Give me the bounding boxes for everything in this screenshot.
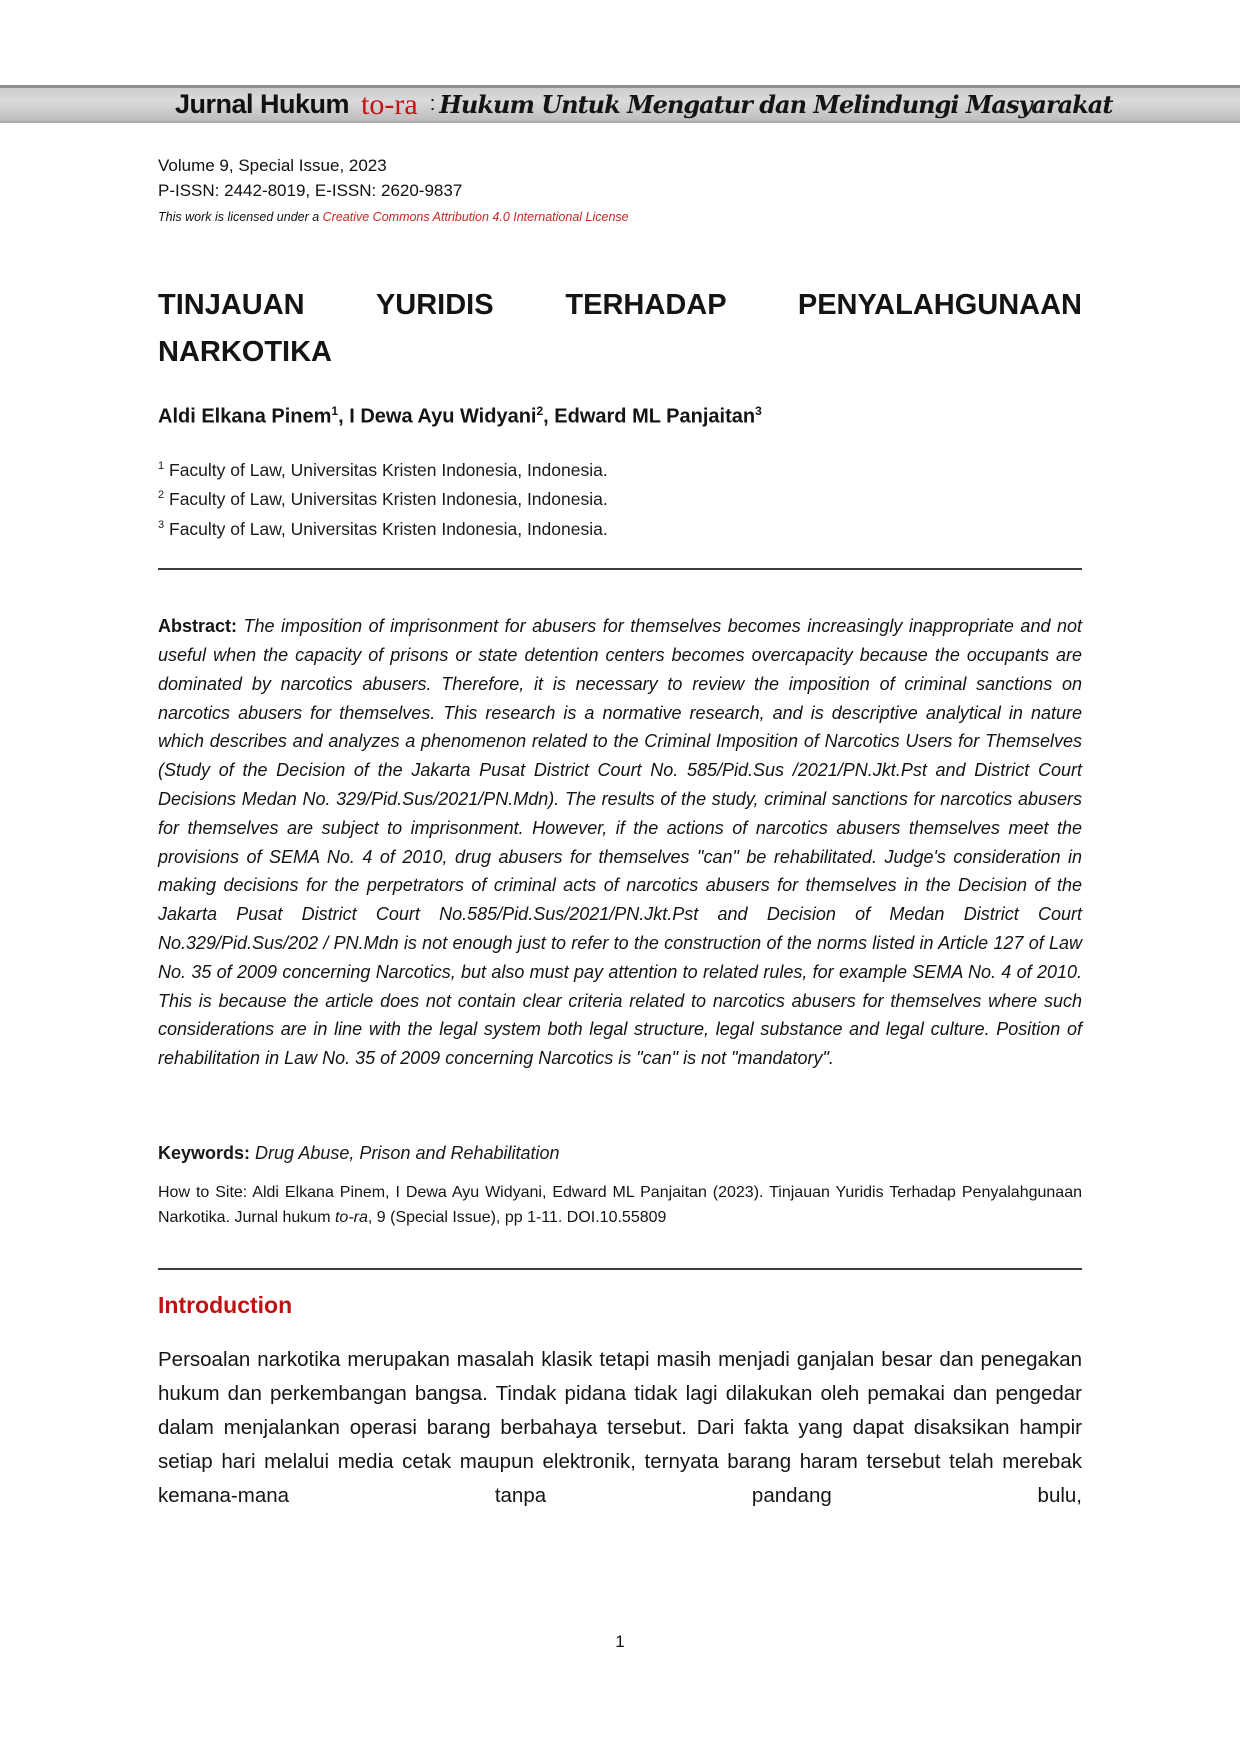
abstract-text: The imposition of imprisonment for abusers for themselves becomes increasingly inappropriate and not useful when the capacity of prisons or state detention centers becomes overcapacity because the occupants are dominated by narcotics abusers. Therefore, it is necessary to review the imposition of criminal sanctions on narcotics abusers for themselves. This research is a normative research, and is descriptive analytical in nature which describes and analyzes a phenomenon related to the Criminal Imposition of Narcotics Users for Themselves (Study of the Decision of the Jakarta Pusat District Court No. 585/Pid.Sus /2021/PN.Jkt.Pst and District Court Decisions Medan No. 329/Pid.Sus/2021/PN.Mdn). The results of the study, criminal sanctions for narcotics abusers for themselves are subject to imprisonment. However, if the actions of narcotics abusers themselves meet the provisions of SEMA No. 4 of 2010, drug abusers for themselves "can" be rehabilitated. Judge's consideration in making decisions for the perpetrators of criminal acts of narcotics abusers for themselves in the Decision of the Jakarta Pusat District Court No.585/Pid.Sus/2021/PN.Jkt.Pst and Decision of Medan District Court No.329/Pid.Sus/202 / PN.Mdn is not enough just to refer to the construction of the norms listed in Article 127 of Law No. 35 of 2009 concerning Narcotics, but also must pay attention to related rules, for example SEMA No. 4 of 2010. This is because the article does not contain clear criteria related to narcotics abusers for themselves where such considerations are in line with the legal system both legal structure, legal substance and legal culture. Position of rehabilitation in Law No. 35 of 2009 concerning Narcotics is "can" is not "mandatory".	[158, 616, 1082, 1069]
volume-line: Volume 9, Special Issue, 2023	[158, 156, 387, 175]
article-page-content	[0, 153, 1240, 1513]
authors-line	[158, 404, 1082, 429]
keywords-label: Keywords:	[158, 1142, 251, 1163]
keywords-text: Drug Abuse, Prison and Rehabilitation	[255, 1142, 560, 1163]
affiliation-line	[158, 482, 1082, 512]
affiliation-line	[158, 512, 1082, 542]
affiliation-mark: 3	[158, 519, 165, 532]
author-name: Aldi Elkana Pinem	[158, 405, 332, 428]
divider	[158, 568, 1082, 570]
affiliation-text: Faculty of Law, Universitas Kristen Indonesia, Indonesia.	[169, 459, 608, 480]
issue-info	[158, 153, 1082, 226]
citation-journal-brand: to-ra	[334, 1208, 368, 1226]
citation-text: How to Site: Aldi Elkana Pinem, I Dewa Ayu Widyani, Edward ML Panjaitan (2023). Tinjauan Yuridis Terhadap Penyalahgunaan Narkotika. Jurnal hukum	[158, 1183, 1082, 1226]
affiliation-line	[158, 453, 1082, 483]
citation-line	[158, 1180, 1082, 1230]
introduction-heading: Introduction	[158, 1291, 293, 1318]
license-text: This work is licensed under a	[158, 210, 323, 224]
affiliation-mark: 2	[158, 489, 165, 502]
abstract	[158, 612, 1082, 1073]
license-link[interactable]: Creative Commons Attribution 4.0 International License	[322, 210, 629, 224]
journal-brand: to-ra	[361, 87, 418, 121]
author-affiliation-mark: 2	[536, 404, 544, 418]
journal-banner	[0, 85, 1240, 123]
license-line	[158, 208, 1082, 226]
article-title: TINJAUAN YURIDIS TERHADAP PENYALAHGUNAAN NARKOTIKA	[158, 289, 1082, 368]
abstract-label: Abstract:	[158, 616, 238, 637]
affiliation-text: Faculty of Law, Universitas Kristen Indonesia, Indonesia.	[169, 489, 608, 510]
divider	[158, 1268, 1082, 1270]
author-separator: ,	[543, 405, 555, 428]
author-name: I Dewa Ayu Widyani	[349, 405, 537, 428]
banner-separator: :	[429, 93, 436, 115]
introduction-paragraph: Persoalan narkotika merupakan masalah klasik tetapi masih menjadi ganjalan besar dan penegakan hukum dan perkembangan bangsa. Tindak pidana tidak lagi dilakukan oleh pemakai dan pengedar dalam menjalankan operasi barang berbahaya tersebut. Dari fakta yang dapat disaksikan hampir setiap hari melalui media cetak maupun elektronik, ternyata barang haram tersebut telah merebak kemana-mana tanpa pandang bulu,	[158, 1347, 1082, 1507]
author-affiliation-mark: 1	[331, 404, 339, 418]
issn-line: P-ISSN: 2442-8019, E-ISSN: 2620-9837	[158, 181, 463, 200]
keywords-line	[158, 1143, 1082, 1164]
author-affiliation-mark: 3	[755, 404, 762, 418]
page-number: 1	[615, 1632, 625, 1651]
journal-tagline: Hukum Untuk Mengatur dan Melindungi Masyarakat	[439, 90, 1113, 119]
author-separator: ,	[338, 405, 350, 428]
affiliation-text: Faculty of Law, Universitas Kristen Indonesia, Indonesia.	[169, 519, 608, 540]
author-name: Edward ML Panjaitan	[554, 405, 756, 428]
citation-text: , 9 (Special Issue), pp 1-11. DOI.10.55809	[367, 1208, 667, 1226]
journal-name: Jurnal Hukum	[175, 89, 350, 119]
affiliations	[158, 453, 1082, 542]
affiliation-mark: 1	[158, 459, 165, 472]
